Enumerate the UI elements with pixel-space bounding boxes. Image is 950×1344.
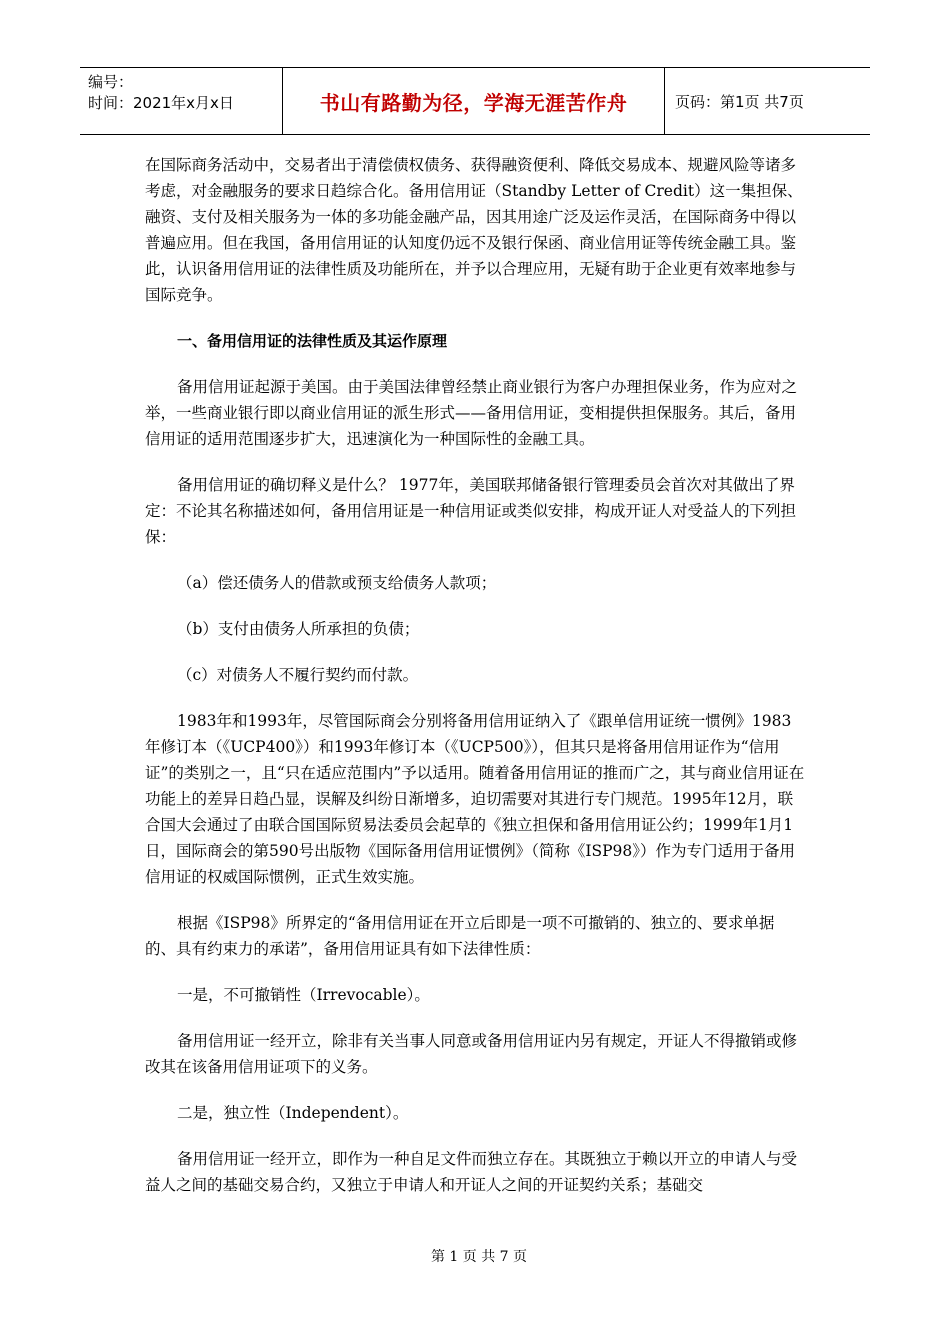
paragraph: 备用信用证的确切释义是什么？ 1977年，美国联邦储备银行管理委员会首次对其做出了界定：不论其名称描述如何，备用信用证是一种信用证或类似安排，构成开证人对受益人的下列担保：	[145, 476, 797, 546]
header-motto: 书山有路勤为径，学海无涯苦作舟	[283, 68, 665, 134]
paragraph: 二是，独立性（Independent）。	[177, 1104, 409, 1122]
paragraph: 一是，不可撤销性（Irrevocable）。	[177, 986, 430, 1004]
document-number-label: 编号：	[88, 73, 134, 91]
page-header	[80, 67, 870, 135]
list-item: （c）对债务人不履行契约而付款。	[177, 666, 419, 684]
paragraph: 备用信用证起源于美国。由于美国法律曾经禁止商业银行为客户办理担保业务，作为应对之举，一些商业银行即以商业信用证的派生形式——备用信用证，变相提供担保服务。其后，备用信用证的适用范围逐步扩大，迅速演化为一种国际性的金融工具。	[145, 378, 798, 448]
paragraph: 1983年和1993年，尽管国际商会分别将备用信用证纳入了《跟单信用证统一惯例》1983年修订本（《UCP400》）和1993年修订本（《UCP500》），但其只是将备用信用证作为“信用证”的类别之一，且“只在适应范围内”予以适用。随着备用信用证的推而广之，其与商业信用证在功能上的差异日趋凸显，误解及纠纷日渐增多，迫切需要对其进行专门规范。1995年12月，联合国大会通过了由联合国国际贸易法委员会起草的《独立担保和备用信用证公约；1999年1月1日，国际商会的第590号出版物《国际备用信用证惯例》（简称《ISP98》）作为专门适用于备用信用证的权威国际惯例，正式生效实施。	[145, 712, 805, 886]
footer-page-number: 第 1 页 共 7 页	[430, 1249, 528, 1265]
list-item: （a）偿还债务人的借款或预支给债务人款项；	[177, 574, 497, 592]
paragraph: 备用信用证一经开立，即作为一种自足文件而独立存在。其既独立于赖以开立的申请人与受益人之间的基础交易合约，又独立于申请人和开证人之间的开证契约关系；基础交	[145, 1150, 798, 1194]
section-heading: 一、备用信用证的法律性质及其运作原理	[177, 332, 448, 350]
header-meta	[80, 68, 283, 134]
page-footer	[0, 1246, 950, 1266]
document-date: 时间：2021年x月x日	[88, 94, 234, 112]
list-item: （b）支付由债务人所承担的负债；	[177, 620, 420, 638]
header-page-info: 页码：第1页 共7页	[675, 92, 804, 111]
paragraph: 备用信用证一经开立，除非有关当事人同意或备用信用证内另有规定，开证人不得撤销或修改其在该备用信用证项下的义务。	[145, 1032, 798, 1076]
paragraph-intro: 在国际商务活动中，交易者出于清偿债权债务、获得融资便利、降低交易成本、规避风险等诸多考虑，对金融服务的要求日趋综合化。备用信用证（Standby Letter of Credit）这一集担保、融资、支付及相关服务为一体的多功能金融产品，因其用途广泛及运作灵活，在国际商务中得以普遍应用。但在我国，备用信用证的认知度仍远不及银行保函、商业信用证等传统金融工具。鉴此，认识备用信用证的法律性质及功能所在，并予以合理应用，无疑有助于企业更有效率地参与国际竞争。	[145, 156, 803, 304]
document-body	[145, 152, 805, 1218]
paragraph: 根据《ISP98》所界定的“备用信用证在开立后即是一项不可撤销的、独立的、要求单据的、具有约束力的承诺”，备用信用证具有如下法律性质：	[145, 914, 775, 958]
